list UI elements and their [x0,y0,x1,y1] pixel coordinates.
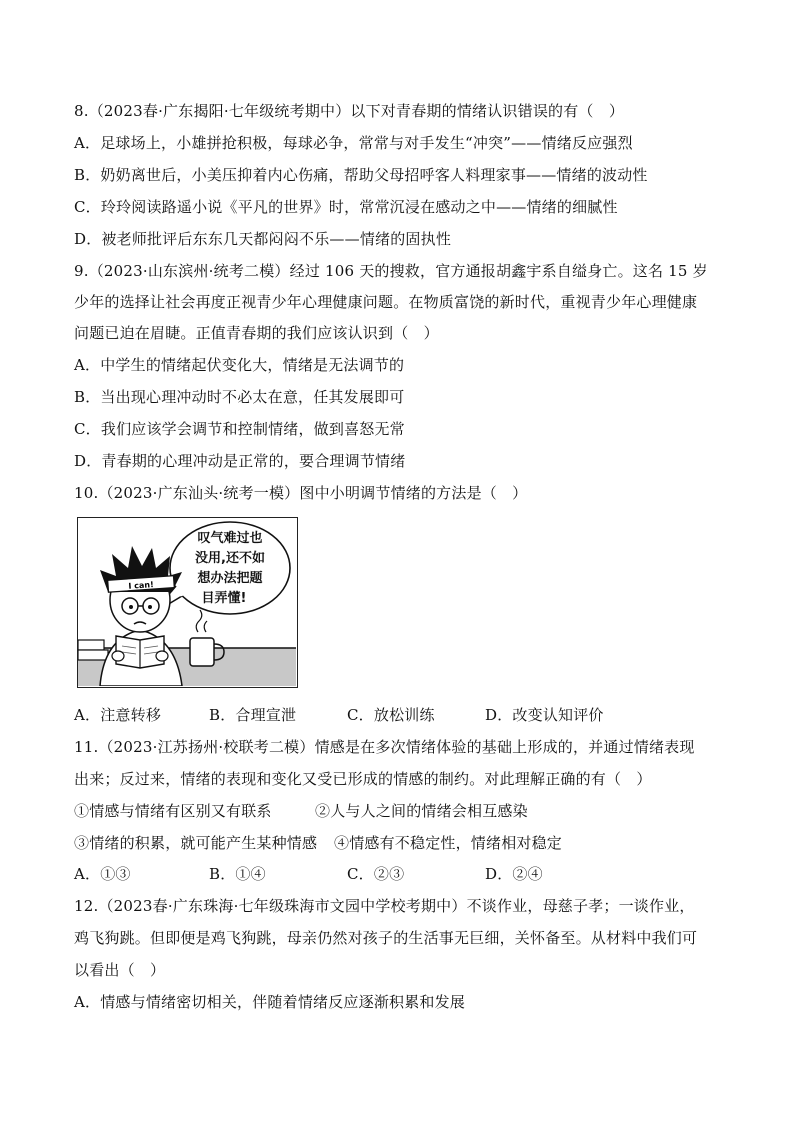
q10-stem: 10.（2023·广东汕头·统考一模）图中小明调节情绪的方法是（ ） [74,484,528,502]
steam-icon [196,610,202,632]
bubble-line-2: 没用,还不如 [195,551,265,566]
book-stack-icon [78,640,104,650]
q11-stem-line-1: 11.（2023·江苏扬州·校联考二模）情感是在多次情绪体验的基础上形成的，并通过情绪表现 [74,738,695,756]
q11-statement-2: ②人与人之间的情绪会相互感染 [315,802,528,820]
q9-stem-line-3: 问题已迫在眉睫。正值青春期的我们应该认识到（ ） [74,324,439,342]
q12-option-a: A．情感与情绪密切相关，伴随着情绪反应逐渐积累和发展 [74,993,466,1011]
q11-option-d: D．②④ [485,865,543,883]
q9-option-c: C．我们应该学会调节和控制情绪，做到喜怒无常 [74,420,405,438]
mug-icon [190,638,214,666]
q12-stem-line-2: 鸡飞狗跳。但即便是鸡飞狗跳，母亲仍然对孩子的生活事无巨细，关怀备至。从材料中我们可 [74,929,698,947]
q11-option-b: B．①④ [209,865,266,883]
q8-option-b: B．奶奶离世后，小美压抑着内心伤痛，帮助父母招呼客人料理家事——情绪的波动性 [74,166,648,184]
q10-options [74,705,714,725]
q8-option-a: A．足球场上，小雄拼抢积极，每球必争，常常与对手发生“冲突”——情绪反应强烈 [74,134,633,152]
q8-option-d: D．被老师批评后东东几天都闷闷不乐——情绪的固执性 [74,230,452,248]
q9-option-d: D．青春期的心理冲动是正常的，要合理调节情绪 [74,452,406,470]
q9-option-a: A．中学生的情绪起伏变化大，情绪是无法调节的 [74,356,405,374]
q8-stem: 8.（2023春·广东揭阳·七年级统考期中）以下对青春期的情绪认识错误的有（ ） [74,102,625,120]
q10-option-a: A．注意转移 [74,706,162,724]
q11-options [74,864,714,884]
headband-text: I can! [128,580,155,591]
bubble-line-3: 想办法把题 [197,571,263,586]
q11-statements-row-2 [74,833,714,853]
q9-option-b: B．当出现心理冲动时不必太在意，任其发展即可 [74,388,405,406]
bubble-line-1: 叹气难过也 [197,531,263,546]
q11-statements-row-1 [74,801,714,821]
q10-option-c: C．放松训练 [347,706,435,724]
q11-option-a: A．①③ [74,865,131,883]
q12-stem-line-1: 12.（2023春·广东珠海·七年级珠海市文园中学校考期中）不谈作业，母慈子孝；一谈作业， [74,897,695,915]
cartoon-illustration [77,517,298,688]
q10-option-d: D．改变认知评价 [485,706,604,724]
q10-option-b: B．合理宣泄 [209,706,297,724]
q11-statement-3: ③情绪的积累，就可能产生某种情感 [74,834,318,852]
q9-stem-line-1: 9.（2023·山东滨州·统考二模）经过 106 天的搜救，官方通报胡鑫宇系自缢身亡。这名 15 岁 [74,262,708,280]
q11-option-c: C．②③ [347,865,405,883]
bubble-line-4: 目弄懂! [201,591,247,606]
q9-stem-line-2: 少年的选择让社会再度正视青少年心理健康问题。在物质富饶的新时代，重视青少年心理健康 [74,293,698,311]
q8-option-c: C．玲玲阅读路遥小说《平凡的世界》时，常常沉浸在感动之中——情绪的细腻性 [74,198,618,216]
q11-statement-4: ④情感有不稳定性，情绪相对稳定 [334,834,563,852]
q11-statement-1: ①情感与情绪有区别又有联系 [74,802,272,820]
q12-stem-line-3: 以看出（ ） [74,961,166,979]
q11-stem-line-2: 出来；反过来，情绪的表现和变化又受已形成的情感的制约。对此理解正确的有（ ） [74,770,652,788]
